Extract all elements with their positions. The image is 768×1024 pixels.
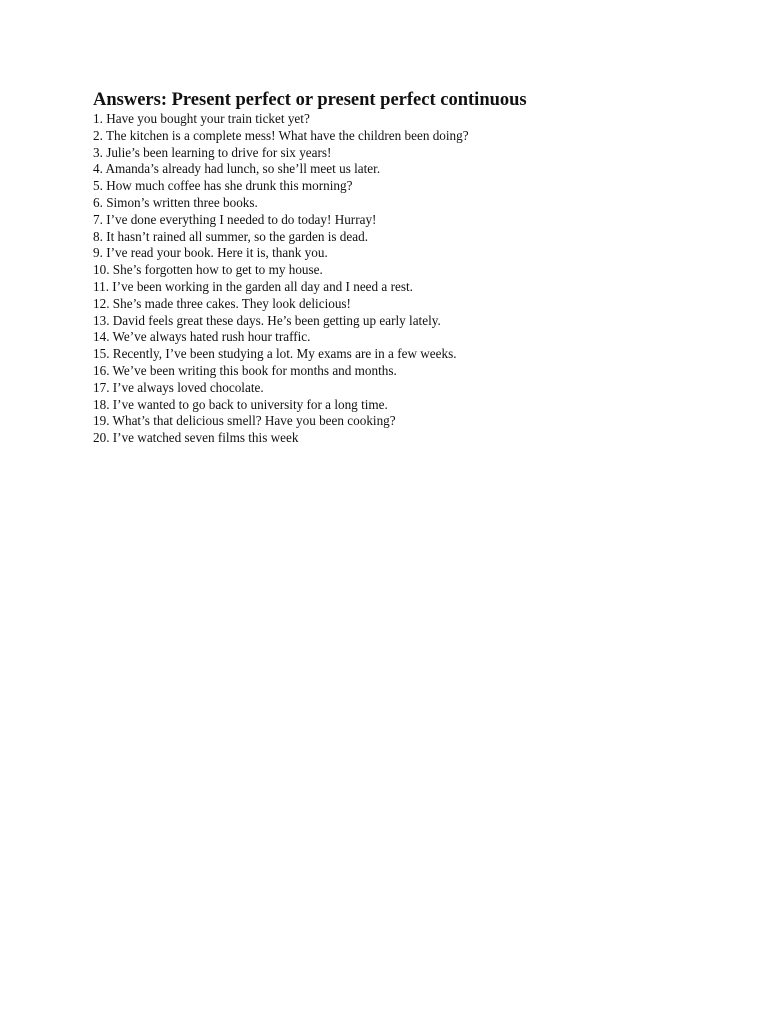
document-content	[93, 89, 733, 447]
answer-item: 2. The kitchen is a complete mess! What have the children been doing?	[93, 127, 469, 143]
answer-item: 18. I’ve wanted to go back to university for a long time.	[93, 396, 388, 412]
answer-item: 5. How much coffee has she drunk this morning?	[93, 178, 353, 194]
answer-item: 3. Julie’s been learning to drive for six years!	[93, 144, 332, 160]
answer-list	[93, 111, 733, 447]
answer-item: 20. I’ve watched seven films this week	[93, 430, 299, 446]
answer-item: 14. We’ve always hated rush hour traffic.	[93, 329, 311, 345]
answer-item: 16. We’ve been writing this book for months and months.	[93, 362, 397, 378]
answer-item: 13. David feels great these days. He’s been getting up early lately.	[93, 312, 441, 328]
answer-item: 1. Have you bought your train ticket yet?	[93, 111, 310, 126]
answer-item: 15. Recently, I’ve been studying a lot. My exams are in a few weeks.	[93, 346, 457, 362]
answer-item: 9. I’ve read your book. Here it is, thank you.	[93, 245, 328, 261]
answer-item: 19. What’s that delicious smell? Have you been cooking?	[93, 413, 396, 429]
answer-item: 6. Simon’s written three books.	[93, 194, 258, 210]
answer-item: 11. I’ve been working in the garden all day and I need a rest.	[93, 278, 413, 294]
answer-item: 17. I’ve always loved chocolate.	[93, 379, 264, 395]
answer-item: 7. I’ve done everything I needed to do today! Hurray!	[93, 211, 377, 227]
answer-item: 4. Amanda’s already had lunch, so she’ll meet us later.	[93, 161, 381, 177]
answer-item: 10. She’s forgotten how to get to my house.	[93, 262, 323, 278]
answer-item: 12. She’s made three cakes. They look delicious!	[93, 295, 351, 311]
answer-item: 8. It hasn’t rained all summer, so the garden is dead.	[93, 228, 368, 244]
document-title: Answers: Present perfect or present perfect continuous	[93, 90, 527, 110]
